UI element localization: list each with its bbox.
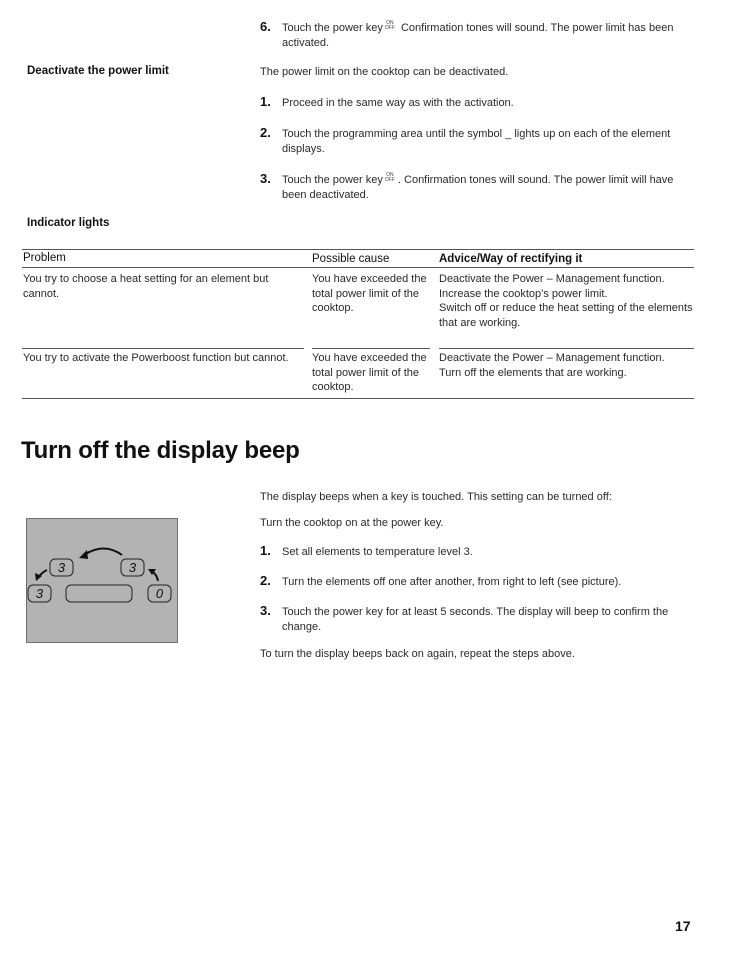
step-number: 1. (260, 94, 271, 109)
display-digit: 0 (155, 586, 164, 601)
deactivate-intro: The power limit on the cooktop can be deactivated. (260, 66, 509, 78)
step-text: Turn the elements off one after another, from right to left (see picture). (282, 576, 622, 588)
display-digit: 3 (35, 586, 44, 601)
power-key-icon: ON OFF (384, 20, 395, 31)
table-cell-advice: Deactivate the Power – Management function. Turn off the elements that are working. (439, 352, 665, 379)
step-number: 1. (260, 543, 271, 558)
section-heading-indicator-lights: Indicator lights (27, 217, 110, 229)
cooktop-panel-figure (26, 518, 178, 643)
column-header-advice: Advice/Way of rectifying it (439, 253, 583, 265)
step-text: Touch the power key ON OFF . Confirmation tones will sound. The power limit will have been deactivated. (282, 172, 674, 201)
beep-intro: The display beeps when a key is touched. This setting can be turned off: (260, 491, 612, 503)
beep-turn-on: Turn the cooktop on at the power key. (260, 517, 444, 529)
section-heading-deactivate: Deactivate the power limit (27, 65, 169, 77)
page-number: 17 (675, 918, 691, 934)
section-title-display-beep: Turn off the display beep (21, 437, 300, 464)
panel-background (27, 519, 178, 643)
column-header-cause: Possible cause (312, 253, 390, 265)
header-rule (22, 267, 694, 268)
table-cell-cause: You have exceeded the total power limit of the cooktop. (312, 352, 427, 393)
step-text: Proceed in the same way as with the activation. (282, 97, 514, 109)
table-cell-cause: You have exceeded the total power limit of the cooktop. (312, 273, 427, 314)
step-number: 2. (260, 573, 271, 588)
step-number: 3. (260, 171, 271, 186)
row-rule (22, 348, 304, 349)
step-text: Touch the programming area until the symbol _ lights up on each of the element displays. (282, 128, 671, 155)
step-text: Touch the power key for at least 5 seconds. The display will beep to confirm the change. (282, 606, 669, 633)
power-key-icon: ON OFF (384, 172, 395, 183)
step-text: Touch the power key ON OFF Confirmation tones will sound. The power limit has been activated. (282, 20, 674, 49)
table-cell-advice: Deactivate the Power – Management function. Increase the cooktop’s power limit. Switch off or reduce the heat setting of the elements that are working. (439, 273, 693, 329)
row-rule (439, 348, 694, 349)
beep-outro: To turn the display beeps back on again, repeat the steps above. (260, 648, 575, 660)
display-digit: 3 (57, 560, 66, 575)
step-number: 6. (260, 19, 271, 34)
step-text: Set all elements to temperature level 3. (282, 546, 473, 558)
row-rule (312, 348, 430, 349)
step-number: 3. (260, 603, 271, 618)
column-header-problem: Problem (23, 252, 66, 264)
table-bottom-rule (22, 398, 694, 399)
table-cell-problem: You try to activate the Powerboost function but cannot. (23, 352, 289, 364)
table-cell-problem: You try to choose a heat setting for an element but cannot. (23, 273, 269, 300)
table-top-rule (22, 249, 694, 250)
step-number: 2. (260, 125, 271, 140)
display-digit: 3 (128, 560, 137, 575)
